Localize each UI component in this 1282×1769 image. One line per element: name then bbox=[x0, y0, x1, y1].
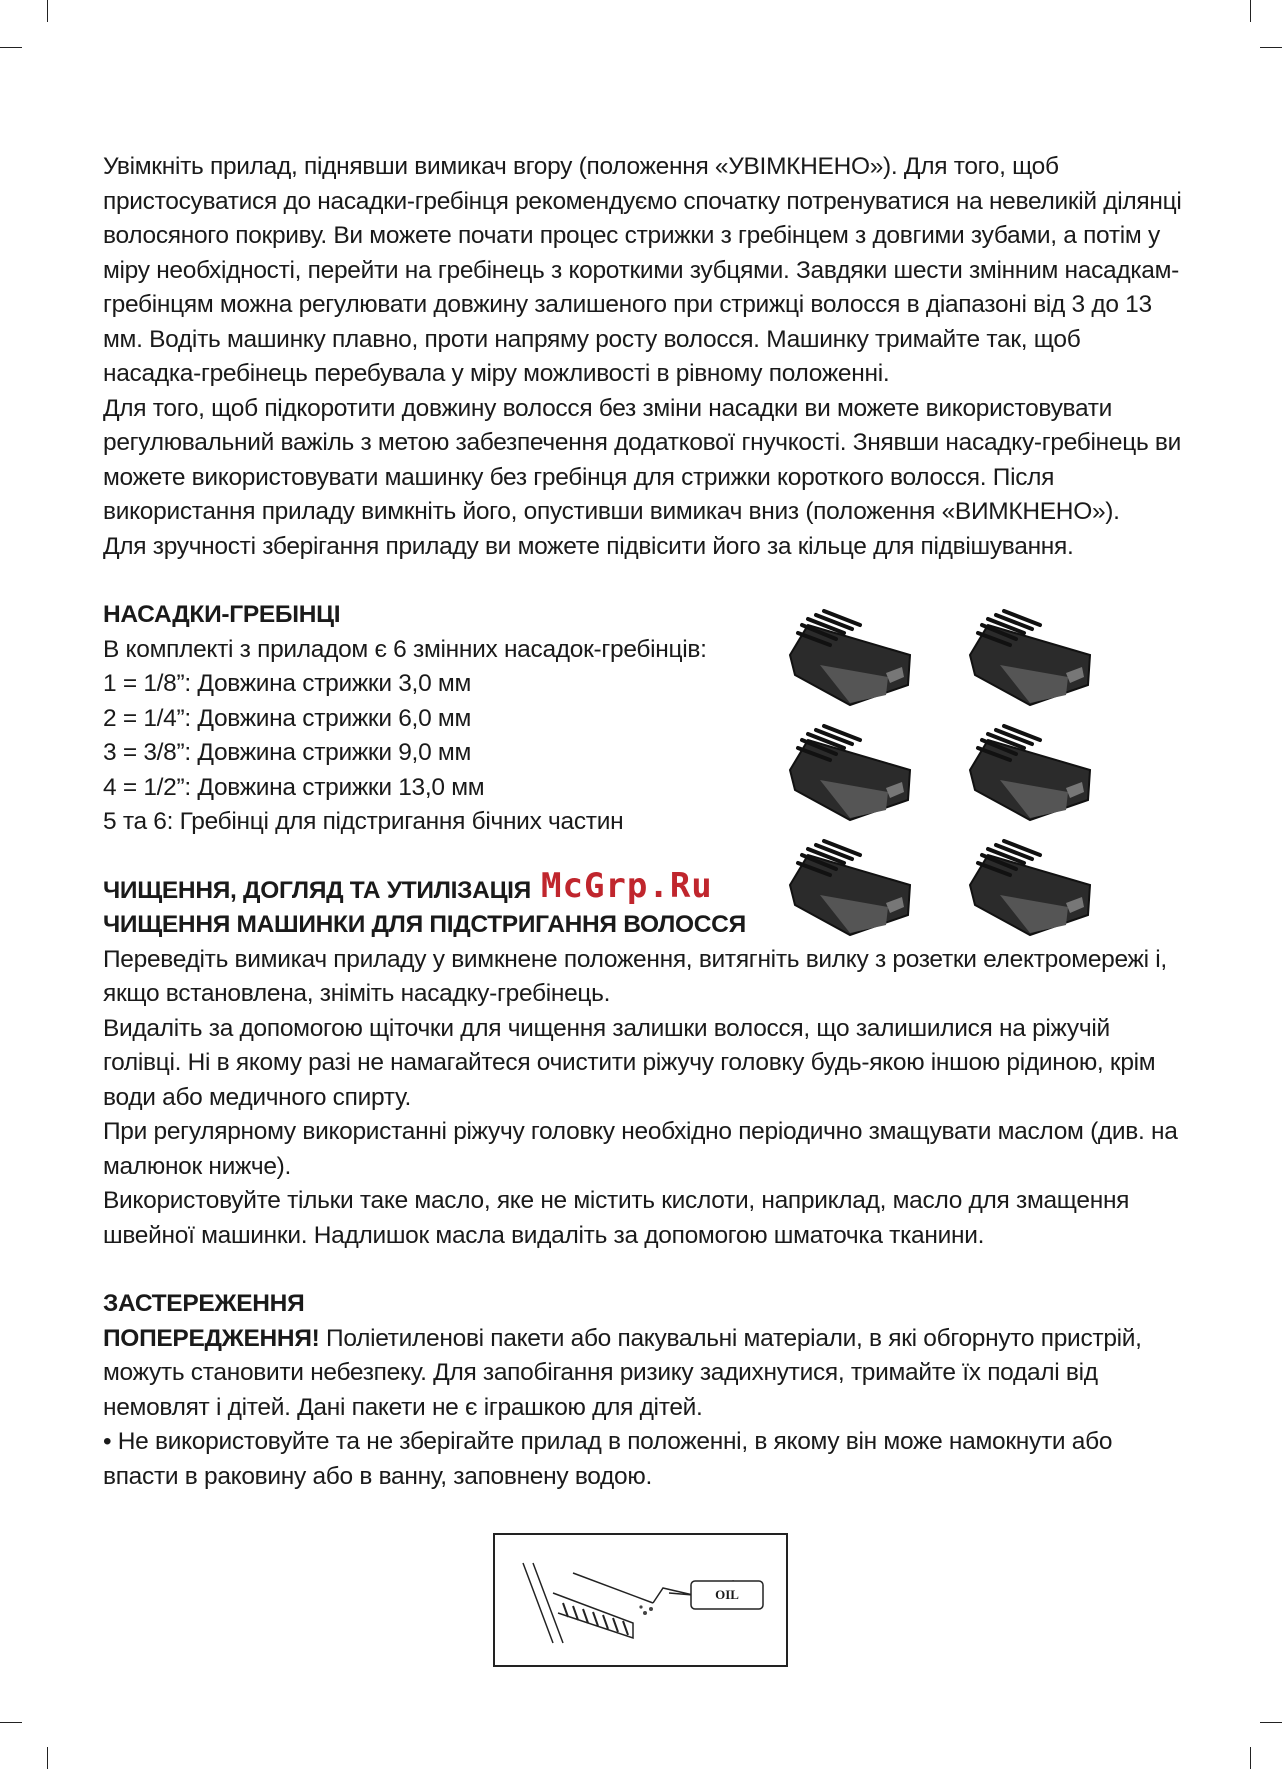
crop-mark bbox=[0, 47, 22, 48]
comb-attachments-illustration bbox=[780, 600, 1160, 950]
crop-mark bbox=[47, 0, 48, 22]
warning-label: ПОПЕРЕДЖЕННЯ! bbox=[103, 1324, 320, 1352]
cleaning-paragraph-4: Використовуйте тільки таке масло, яке не містить кислоти, наприклад, масло для змащення швейної машинки. Надлишок масла видаліть за допомогою шматочка тканини. bbox=[103, 1187, 1130, 1249]
warning-text: Поліетиленові пакети або пакувальні матеріали, в які обгорнуто пристрій, можуть становити небезпеку. Для запобігання ризику задихнутися, тримайте їх подалі від немовлят і дітей. Дані пакети не є іграшкою для дітей. bbox=[103, 1324, 1142, 1421]
watermark: McGrp.Ru bbox=[541, 866, 713, 906]
crop-mark bbox=[47, 1747, 48, 1769]
comb-item-2: 2 = 1/4”: Довжина стрижки 6,0 мм bbox=[103, 704, 471, 732]
oil-illustration bbox=[493, 1533, 788, 1667]
intro-paragraph-2: Для того, щоб підкоротити довжину волосся без зміни насадки ви можете використовувати регулювальний важіль з метою забезпечення додаткової гнучкості. Знявши насадку-гребінець ви можете використовувати машинку без гребінця для стрижки короткого волосся. Після використання приладу вимкніть його, опустивши вимикач вниз (положення «ВИМКНЕНО»). bbox=[103, 394, 1182, 525]
warnings-heading: ЗАСТЕРЕЖЕННЯ bbox=[103, 1290, 305, 1317]
cleaning-heading: ЧИЩЕННЯ, ДОГЛЯД ТА УТИЛІЗАЦІЯ bbox=[103, 876, 531, 904]
comb-2-icon bbox=[970, 611, 1090, 705]
cleaning-subheading: ЧИЩЕННЯ МАШИНКИ ДЛЯ ПІДСТРИГАННЯ ВОЛОССЯ bbox=[103, 911, 746, 938]
comb-6-icon bbox=[970, 841, 1090, 935]
crop-mark bbox=[1260, 1722, 1282, 1723]
warning-bullet-1: • Не використовуйте та не зберігайте прилад в положенні, в якому він може намокнути або впасти в раковину або в ванну, заповнену водою. bbox=[103, 1428, 1113, 1490]
crop-mark bbox=[1250, 0, 1251, 22]
intro-paragraph-1: Увімкніть прилад, піднявши вимикач вгору (положення «УВІМКНЕНО»). Для того, щоб пристосуватися до насадки-гребінця рекомендуємо спочатку потренуватися на невеликій ділянці волосяного покриву. Ви можете почати процес стрижки з гребінцем з довгими зубами, а потім у міру необхідності, перейти на гребінець з короткими зубцями. Завдяки шести змінним насадкам-гребінцям можна регулювати довжину залишеного при стрижці волосся в діапазоні від 3 до 13 мм. Водіть машинку плавно, проти напряму росту волосся. Машинку тримайте так, щоб насадка-гребінець перебувала у міру можливості в рівному положенні. bbox=[103, 153, 1182, 387]
combs-heading: НАСАДКИ-ГРЕБІНЦІ bbox=[103, 601, 341, 628]
oil-label: OIL bbox=[715, 1587, 739, 1602]
comb-item-1: 1 = 1/8”: Довжина стрижки 3,0 мм bbox=[103, 670, 471, 697]
cleaning-paragraph-3: При регулярному використанні ріжучу головку необхідно періодично змащувати маслом (див. на малюнок нижче). bbox=[103, 1118, 1178, 1180]
comb-1-icon bbox=[790, 611, 910, 705]
comb-5-icon bbox=[790, 841, 910, 935]
combs-section bbox=[103, 598, 743, 840]
comb-item-4: 4 = 1/2”: Довжина стрижки 13,0 мм bbox=[103, 773, 485, 801]
comb-3-icon bbox=[790, 726, 910, 820]
comb-item-5: 5 та 6: Гребінці для підстригання бічних частин bbox=[103, 808, 624, 835]
combs-intro: В комплекті з приладом є 6 змінних насадок-гребінців: bbox=[103, 635, 707, 663]
crop-mark bbox=[1250, 1747, 1251, 1769]
crop-mark bbox=[0, 1722, 22, 1723]
crop-mark bbox=[1260, 47, 1282, 48]
warning-paragraph bbox=[103, 1322, 1183, 1426]
comb-item-3: 3 = 3/8”: Довжина стрижки 9,0 мм bbox=[103, 739, 471, 766]
comb-4-icon bbox=[970, 726, 1090, 820]
cleaning-paragraph-2: Видаліть за допомогою щіточки для чищення залишки волосся, що залишилися на ріжучій голівці. Ні в якому разі не намагайтеся очистити ріжучу головку будь-якою іншою рідиною, крім води або медичного спирту. bbox=[103, 1014, 1156, 1111]
intro-paragraph-3: Для зручності зберігання приладу ви можете підвісити його за кільце для підвішування. bbox=[103, 532, 1074, 560]
cleaning-paragraph-1: Переведіть вимикач приладу у вимкнене положення, витягніть вилку з розетки електромережі і, якщо встановлена, зніміть насадку-гребінець. bbox=[103, 945, 1167, 1007]
